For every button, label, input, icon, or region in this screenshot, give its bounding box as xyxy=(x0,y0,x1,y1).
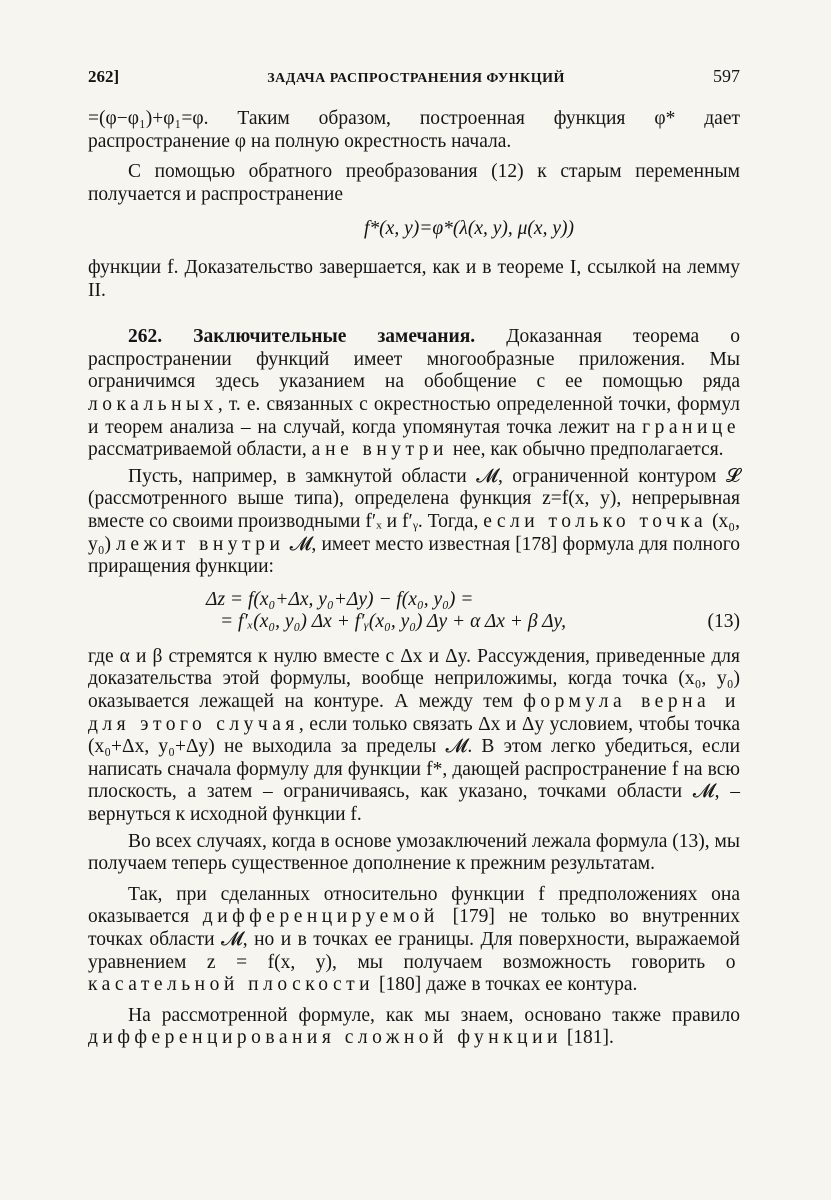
spaced-word: лежит внутри xyxy=(116,533,285,555)
paragraph-6 xyxy=(88,646,740,827)
equation-line-1: Δz = f(x₀+Δx, y₀+Δy) − f(x₀, y₀) = xyxy=(206,588,474,610)
formula-f-star: f*(x, y)=φ*(λ(x, y), μ(x, y)) xyxy=(364,218,574,240)
text-run: Так, при сделанных относительно функции f предположениях она оказывается xyxy=(88,883,740,928)
text-run: где α и β стремятся к нулю вместе с Δx и Δy. Рассуждения, приведенные для доказательства этой формулы, вообще неприложимы, когда точка (x₀, y₀) оказывается лежащей на контуре. А между тем xyxy=(88,645,740,713)
text-run: Доказанная теорема о распространении функций имеет многообразные приложения. Мы ограничимся здесь указанием на обобщение с ее помощью ряда xyxy=(88,326,740,393)
equation-line-2: = f′ₓ(x₀, y₀) Δx + f′ᵧ(x₀, y₀) Δy + α Δx + β Δy, xyxy=(220,611,566,633)
text-run: [180] даже в точках ее контура. xyxy=(374,974,638,996)
paragraph-9 xyxy=(88,1005,740,1050)
equation-13 xyxy=(88,589,740,634)
text-run: Пусть, например, в замкнутой области 𝓜, ограниченной контуром 𝓛 (рассмотренного выше типа), определена функция z=f(x, y), непрерывная вместе со своими производными f′ₓ и f′ᵧ. Тогда, xyxy=(88,465,740,532)
paragraph-2: С помощью обратного преобразования (12) к старым переменным получается и распространение xyxy=(88,161,740,205)
spaced-word: дифференцируемой xyxy=(202,906,439,928)
spaced-word: если только точка xyxy=(483,510,708,532)
text-run: (x₀, y₀) xyxy=(88,510,740,555)
page-number: 597 xyxy=(712,66,740,86)
equation-number: (13) xyxy=(707,611,740,633)
text-run: , если только связать Δx и Δy условием, чтобы точка (x₀+Δx, y₀+Δy) не выходила за пределы 𝓜. В этом легко убедиться, если написать сначала формулу для функции f*, дающей распространение f на всю плоскость, а затем – ограничиваясь, как указано, точками области 𝓜, – вернуться к исходной функции f. xyxy=(88,713,740,826)
spaced-word: локальных xyxy=(88,393,218,415)
paragraph-section-262 xyxy=(88,326,740,462)
text-run: 𝓜, имеет место известная [178] формула для полного приращения функции: xyxy=(88,533,740,578)
spaced-phrase: о касательной плоскости xyxy=(88,951,740,996)
text-run: [179] не только во внутренних точках области 𝓜, но и в точках ее границы. Для поверхности, выражаемой уравнением z = f(x, y), мы получаем возможность говорить xyxy=(88,906,740,973)
spaced-word: границе xyxy=(642,416,740,438)
text-run: , т. е. связанных с окрестностью определенной точки, формул и теорем анализа – на случай, когда упомянутая точка лежит на xyxy=(88,393,740,438)
text-run: На рассмотренной формуле, как мы знаем, основано также правило xyxy=(128,1004,740,1026)
paragraph-1: =(φ−φ₁)+φ₁=φ. Таким образом, построенная функция φ* дает распространение φ на полную окрестность начала. xyxy=(88,108,740,152)
section-heading: 262. Заключительные замечания. xyxy=(128,326,476,348)
section-marker: 262] xyxy=(88,67,120,86)
text-run: нее, как обычно предполагается. xyxy=(447,439,724,461)
paragraph-5 xyxy=(88,466,740,579)
running-title: ЗАДАЧА РАСПРОСТРАНЕНИЯ ФУНКЦИЙ xyxy=(267,71,565,86)
paragraph-8 xyxy=(88,884,740,997)
text-run: рассматриваемой области, а xyxy=(88,439,326,461)
spaced-word: не внутри xyxy=(325,439,448,461)
paragraph-3: функции f. Доказательство завершается, как и в теореме I, ссылкой на лемму II. xyxy=(88,256,740,301)
spaced-phrase: формула верна и для этого случая xyxy=(88,691,740,735)
spaced-phrase: дифференцирования сложной функции xyxy=(88,1027,562,1049)
page-body xyxy=(88,108,740,1050)
paragraph-7: Во всех случаях, когда в основе умозаключений лежала формула (13), мы получаем теперь существенное дополнение к прежним результатам. xyxy=(88,830,740,875)
text-run: [181]. xyxy=(561,1027,614,1049)
page-header xyxy=(88,66,740,87)
